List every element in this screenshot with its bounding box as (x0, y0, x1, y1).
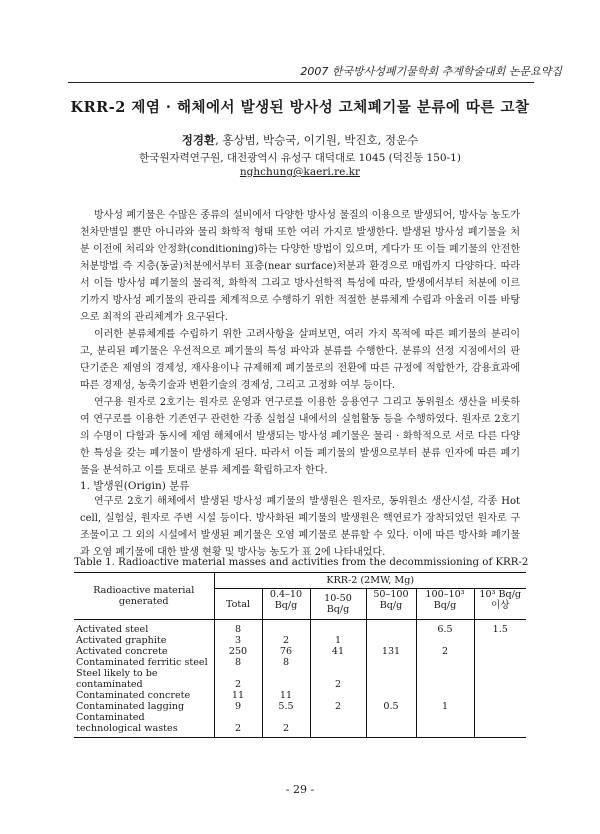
table-row (74, 646, 526, 657)
row-label: Contaminated ferritic steel (76, 657, 208, 668)
row-label: Activated concrete (76, 646, 168, 657)
cell-c1: 11 (262, 690, 310, 701)
cell-c5 (474, 635, 526, 646)
cell-c2: 2 (310, 701, 366, 712)
cell-c3 (366, 668, 416, 690)
contact-email (0, 166, 600, 178)
affiliation: 한국원자력연구원, 대전광역시 유성구 대덕대로 1045 (덕진동 150-1) (139, 152, 461, 164)
cell-c4: 6.5 (416, 620, 474, 636)
cell-c2: 2 (310, 668, 366, 690)
section-1-body (80, 493, 520, 561)
cell-c1: 2 (262, 712, 310, 738)
section-1-title: 1. 발생원(Origin) 분류 (80, 480, 190, 492)
cell-c5 (474, 657, 526, 668)
row-label: Contaminated technological wastes (76, 712, 178, 734)
cell-c5 (474, 712, 526, 738)
row-label: Contaminated lagging (76, 701, 185, 712)
row-label: Steel likely to be contaminated (76, 668, 158, 690)
cell-c2 (310, 712, 366, 738)
email-link[interactable]: nghchung@kaeri.re.kr (239, 166, 361, 178)
range-100-1000-header: 100–10³ Bq/g (416, 589, 474, 620)
section-1-paragraph: 연구로 2호기 해체에서 발생된 방사성 폐기물의 발생원은 원자로, 동위원소 생산시설, 각종 Hot cell, 실험실, 원자로 주변 시설 등이다. 방사화된 폐기물의 발생원은 핵연료가 장착되었던 원자로 구조물이고 그 외의 시설에서 발생된 폐기물은 오염 폐기물로 분류할 수 있다. 이에 따른 방사화 폐기물과 오염 폐기물에 대한 발생 현황 및 방사능 농도가 표 2에 나타내었다. (80, 496, 520, 558)
cell-c2: 1 (310, 635, 366, 646)
group-header: KRR-2 (2MW, Mg) (214, 573, 526, 589)
cell-c2: 41 (310, 646, 366, 657)
paper-title: KRR-2 제염 · 해체에서 발생된 방사성 고체폐기물 분류에 따른 고찰 (70, 99, 530, 116)
cell-c3 (366, 620, 416, 636)
table-row (74, 701, 526, 712)
cell-c3 (366, 690, 416, 701)
paragraph-3: 연구용 원자로 2호기는 원자로 운영과 연구로를 이용한 응용연구 그리고 동위원소 생산을 비롯하여 연구로를 이용한 기존연구 관련한 각종 실험실 내에서의 실험활동 등을 수행하였다. 원자로 2호기의 수명이 다함과 동시에 제염 해체에서 발생되는 방사성 폐기물은 물리 · 화학적으로 서로 다른 다양한 특성을 갖는 폐기물이 발생하게 된다. 따라서 이들 폐기물의 발생으로부터 분류 인자에 따른 폐기물을 분석하고 이를 토대로 분류 체계를 확립하고자 한다. (80, 397, 520, 476)
cell-c3: 131 (366, 646, 416, 657)
cell-total: 8 (214, 657, 262, 668)
range-10-50-header: 10-50 Bq/g (310, 589, 366, 620)
range-over-1000-header: 10³ Bq/g 이상 (474, 589, 526, 620)
cell-c2 (310, 657, 366, 668)
cell-c5 (474, 690, 526, 701)
cell-c3: 0.5 (366, 701, 416, 712)
data-table (74, 572, 526, 738)
header-rule (68, 82, 534, 83)
cell-c4 (416, 635, 474, 646)
table-row (74, 690, 526, 701)
cell-c4: 1 (416, 701, 474, 712)
cell-c2 (310, 690, 366, 701)
material-column-header: Radioactive material generated (74, 573, 214, 620)
paragraph-2: 이러한 분류체계를 수립하기 위한 고려사항을 살펴보면, 여러 가지 목적에 따른 폐기물의 분리이고, 분리된 폐기물은 우선적으로 폐기물의 특성 파악과 분류를 수행한다. 분류의 선정 지점에서의 판단기준은 제염의 경제성, 재사용이나 규제해제 폐기물로의 전환에 따른 규정에 적합한가, 감용효과에 따른 경제성, 농축기술과 변환기술의 경제성, 그리고 고정화 여부 등이다. (80, 329, 520, 391)
cell-c4 (416, 712, 474, 738)
abstract-body (80, 207, 520, 479)
cell-c1: 76 (262, 646, 310, 657)
cell-total: 3 (214, 635, 262, 646)
cell-total: 2 (214, 712, 262, 738)
total-column-header: Total (214, 589, 262, 620)
cell-c5: 1.5 (474, 620, 526, 636)
author-list (0, 132, 600, 148)
row-label: Activated graphite (76, 635, 167, 646)
cell-total: 250 (214, 646, 262, 657)
cell-c5 (474, 668, 526, 690)
table-caption: Table 1. Radioactive material masses and activities from the decommissioning of KRR-2 (74, 557, 529, 568)
cell-c4: 2 (416, 646, 474, 657)
cell-c4 (416, 657, 474, 668)
range-50-100-header: 50–100 Bq/g (366, 589, 416, 620)
cell-c3 (366, 712, 416, 738)
row-label: Contaminated concrete (76, 690, 191, 701)
cell-c3 (366, 657, 416, 668)
co-authors: , 홍상범, 박승국, 이기원, 박진호, 정운수 (215, 133, 419, 147)
cell-c1: 5.5 (262, 701, 310, 712)
cell-total: 8 (214, 620, 262, 636)
cell-c1 (262, 620, 310, 636)
table-row (74, 635, 526, 646)
cell-total: 2 (214, 668, 262, 690)
table-row (74, 712, 526, 738)
table-row (74, 668, 526, 690)
cell-c4 (416, 690, 474, 701)
proceedings-header: 2007 한국방사성폐기물학회 추계학술대회 논문요약집 (300, 65, 562, 78)
table-row (74, 657, 526, 668)
page-number: - 29 - (285, 783, 315, 796)
cell-c5 (474, 701, 526, 712)
cell-c2 (310, 620, 366, 636)
cell-total: 9 (214, 701, 262, 712)
cell-c3 (366, 635, 416, 646)
range-0-4-10-header: 0.4–10 Bq/g (262, 589, 310, 620)
cell-c1 (262, 668, 310, 690)
table-row (74, 620, 526, 636)
row-label: Activated steel (76, 624, 149, 635)
paragraph-1: 방사성 폐기물은 수많은 종류의 설비에서 다양한 방사성 물질의 이용으로 발생되어, 방사능 농도가 천차만별일 뿐만 아니라와 물리 화학적 형태 또한 여러 가지로 발생한다. 발생된 방사성 폐기물을 처분 이전에 처리와 안정화(conditioning)하는 다양한 방법이 있으며, 게다가 또 이들 폐기물의 안전한 처분방법 즉 지층(동굴)처분에서부터 표층(near surface)처분과 환경으로 매립까지 다양하다. 따라서 이들 방사성 폐기물의 물리적, 화학적 그리고 방사선학적 특성에 따라, 발생에서부터 처분에 이르기까지 방사성 폐기물의 관리를 체계적으로 수행하기 위한 적절한 분류체계 수립과 아울러 이를 바탕으로 최적의 관리체계가 요구된다. (80, 210, 520, 323)
cell-c1: 8 (262, 657, 310, 668)
cell-total: 11 (214, 690, 262, 701)
lead-author: 정경환 (181, 133, 216, 147)
cell-c4 (416, 668, 474, 690)
cell-c1: 2 (262, 635, 310, 646)
cell-c5 (474, 646, 526, 657)
